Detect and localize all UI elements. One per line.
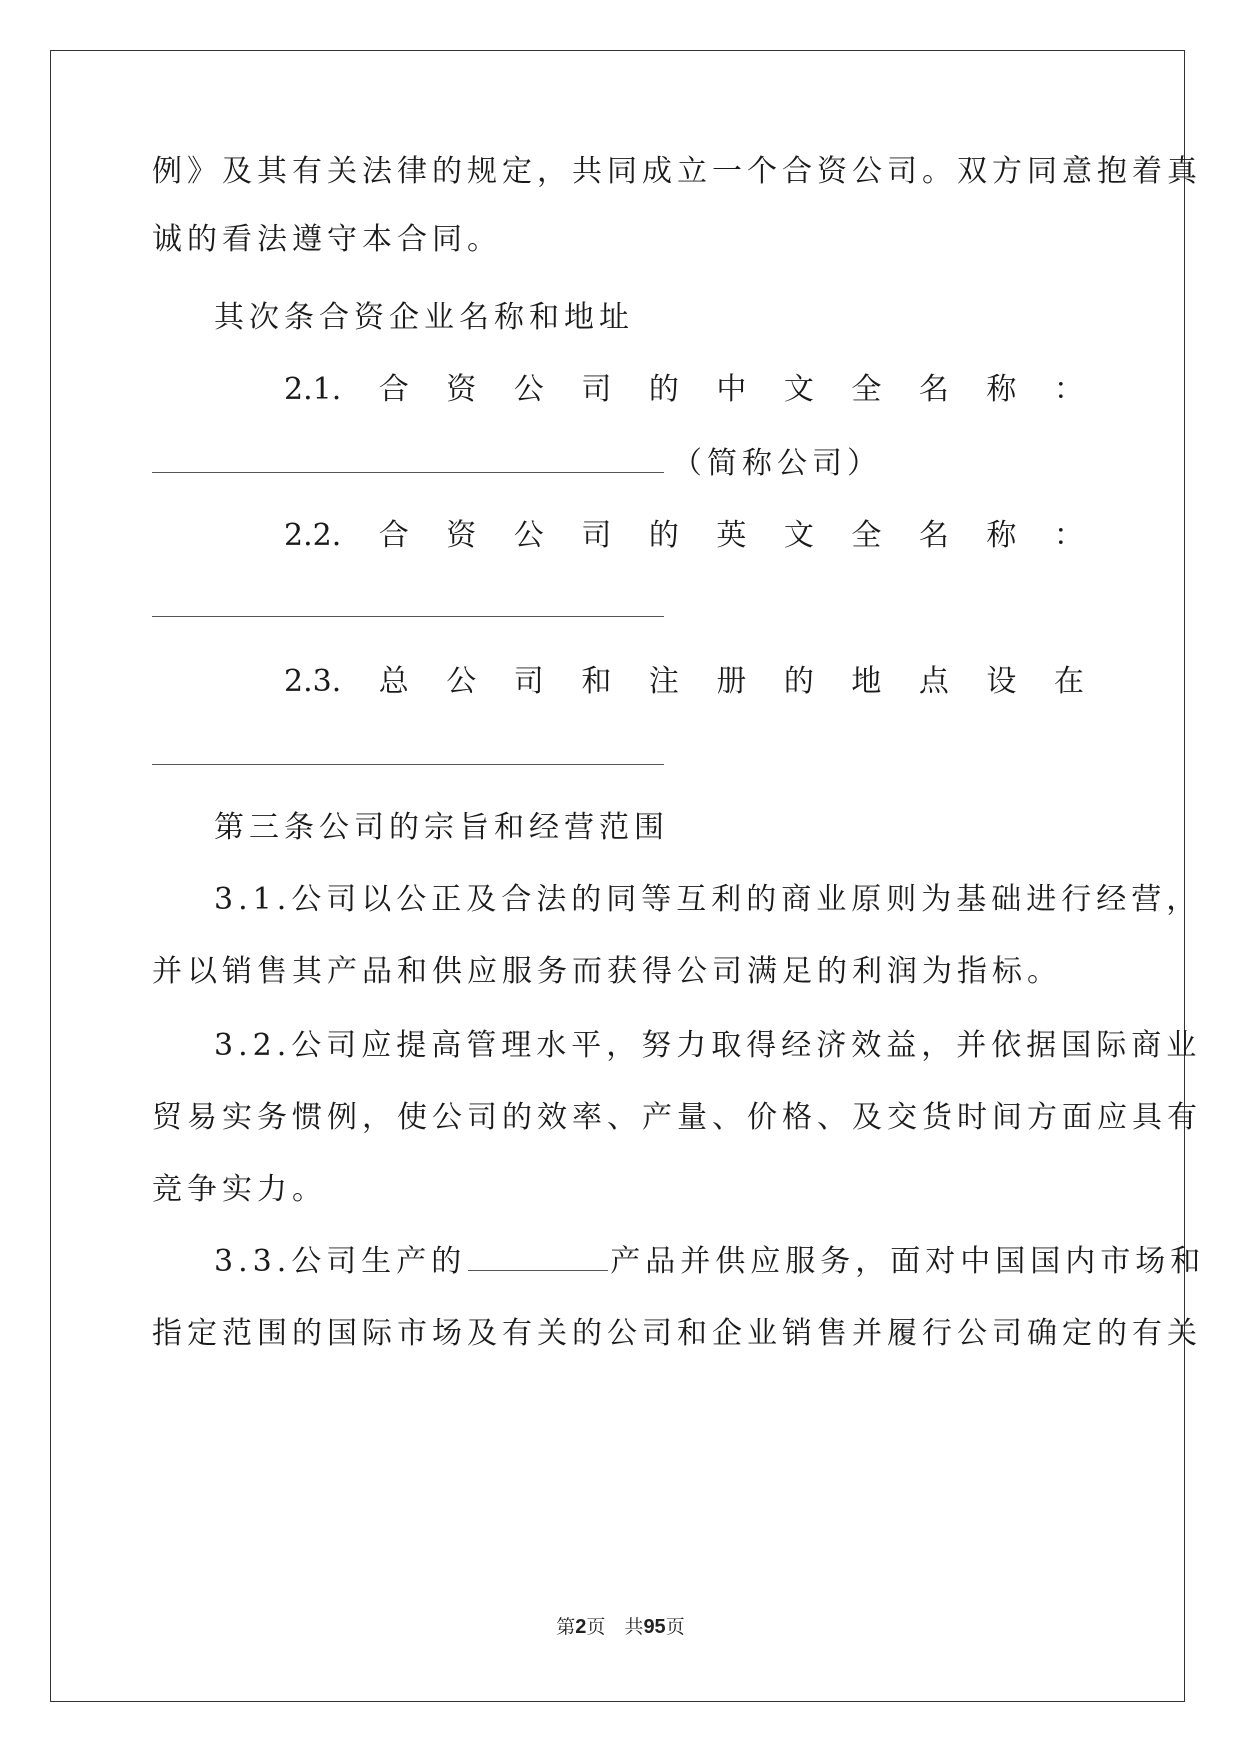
clause-3-3-line-1: [214, 1242, 1205, 1282]
clause-heading-char: 和: [581, 664, 612, 699]
blank-product: [468, 1244, 608, 1271]
clause-3-2-line-1: 3.2.公司应提高管理水平，努力取得经济效益，并依据国际商业: [214, 1028, 1202, 1063]
blank-registered-address: [152, 764, 664, 765]
clause-heading-char: 司: [581, 372, 612, 407]
footer-page-suffix: 页: [665, 1617, 685, 1638]
clause-heading-char: ：: [1053, 518, 1084, 553]
clause-heading-char: 册: [716, 664, 747, 699]
clause-heading-char: 文: [783, 372, 814, 407]
article-3-title: 第三条公司的宗旨和经营范围: [214, 810, 669, 845]
clause-3-2-line-2: 贸易实务惯例，使公司的效率、产量、价格、及交货时间方面应具有: [152, 1100, 1202, 1135]
clause-2-1-suffix: （简称公司）: [672, 446, 882, 481]
article-2-title: 其次条合资企业名称和地址: [214, 300, 634, 335]
clause-number: 2.2.: [284, 518, 342, 553]
clause-heading-char: 英: [716, 518, 747, 553]
clause-heading-char: 公: [446, 664, 477, 699]
clause-2-3-heading: [284, 662, 1084, 702]
clause-3-3-prefix: 3.3.公司生产的: [214, 1244, 467, 1279]
footer-total-pages: 95: [643, 1616, 666, 1638]
clause-number: 2.3.: [284, 664, 342, 699]
clause-heading-char: 设: [986, 664, 1017, 699]
clause-heading-char: 司: [581, 518, 612, 553]
blank-english-name: [152, 616, 664, 617]
clause-heading-char: 称: [986, 372, 1017, 407]
clause-heading-char: 的: [648, 518, 679, 553]
blank-chinese-name: [152, 472, 664, 473]
clause-2-2-heading: [284, 516, 1084, 556]
clause-heading-char: 司: [513, 664, 544, 699]
clause-heading-char: 地: [851, 664, 882, 699]
clause-heading-char: 名: [918, 518, 949, 553]
body-line-1: 例》及其有关法律的规定，共同成立一个合资公司。双方同意抱着真: [152, 154, 1202, 189]
clause-heading-char: 全: [851, 372, 882, 407]
clause-heading-char: 资: [446, 372, 477, 407]
clause-2-1-heading: [284, 370, 1084, 410]
clause-heading-char: 的: [648, 372, 679, 407]
clause-3-1-line-1: 3.1.公司以公正及合法的同等互利的商业原则为基础进行经营，: [214, 882, 1202, 917]
footer-page-number: 2: [575, 1616, 587, 1638]
clause-heading-char: 点: [918, 664, 949, 699]
clause-number: 2.1.: [284, 372, 342, 407]
clause-heading-char: 称: [986, 518, 1017, 553]
clause-heading-char: 总: [378, 664, 409, 699]
clause-3-3-line-2: 指定范围的国际市场及有关的公司和企业销售并履行公司确定的有关: [152, 1316, 1202, 1351]
footer-page-prefix: 第: [556, 1617, 576, 1638]
clause-3-1-line-2: 并以销售其产品和供应服务而获得公司满足的利润为指标。: [152, 954, 1062, 989]
clause-heading-char: 合: [378, 372, 409, 407]
footer-page-mid: 页 共: [586, 1617, 644, 1638]
clause-heading-char: 合: [378, 518, 409, 553]
clause-3-2-line-3: 竞争实力。: [152, 1172, 327, 1207]
clause-heading-char: 资: [446, 518, 477, 553]
clause-heading-char: 文: [783, 518, 814, 553]
clause-heading-char: ：: [1053, 372, 1084, 407]
clause-heading-char: 公: [513, 372, 544, 407]
clause-3-3-suffix: 产品并供应服务，面对中国国内市场和: [610, 1244, 1206, 1279]
page-footer: [0, 1612, 1241, 1639]
clause-heading-char: 的: [783, 664, 814, 699]
clause-heading-char: 全: [851, 518, 882, 553]
clause-heading-char: 注: [648, 664, 679, 699]
clause-heading-char: 名: [918, 372, 949, 407]
clause-heading-char: 公: [513, 518, 544, 553]
body-line-2: 诚的看法遵守本合同。: [152, 222, 502, 257]
clause-heading-char: 中: [716, 372, 747, 407]
clause-heading-char: 在: [1053, 664, 1084, 699]
